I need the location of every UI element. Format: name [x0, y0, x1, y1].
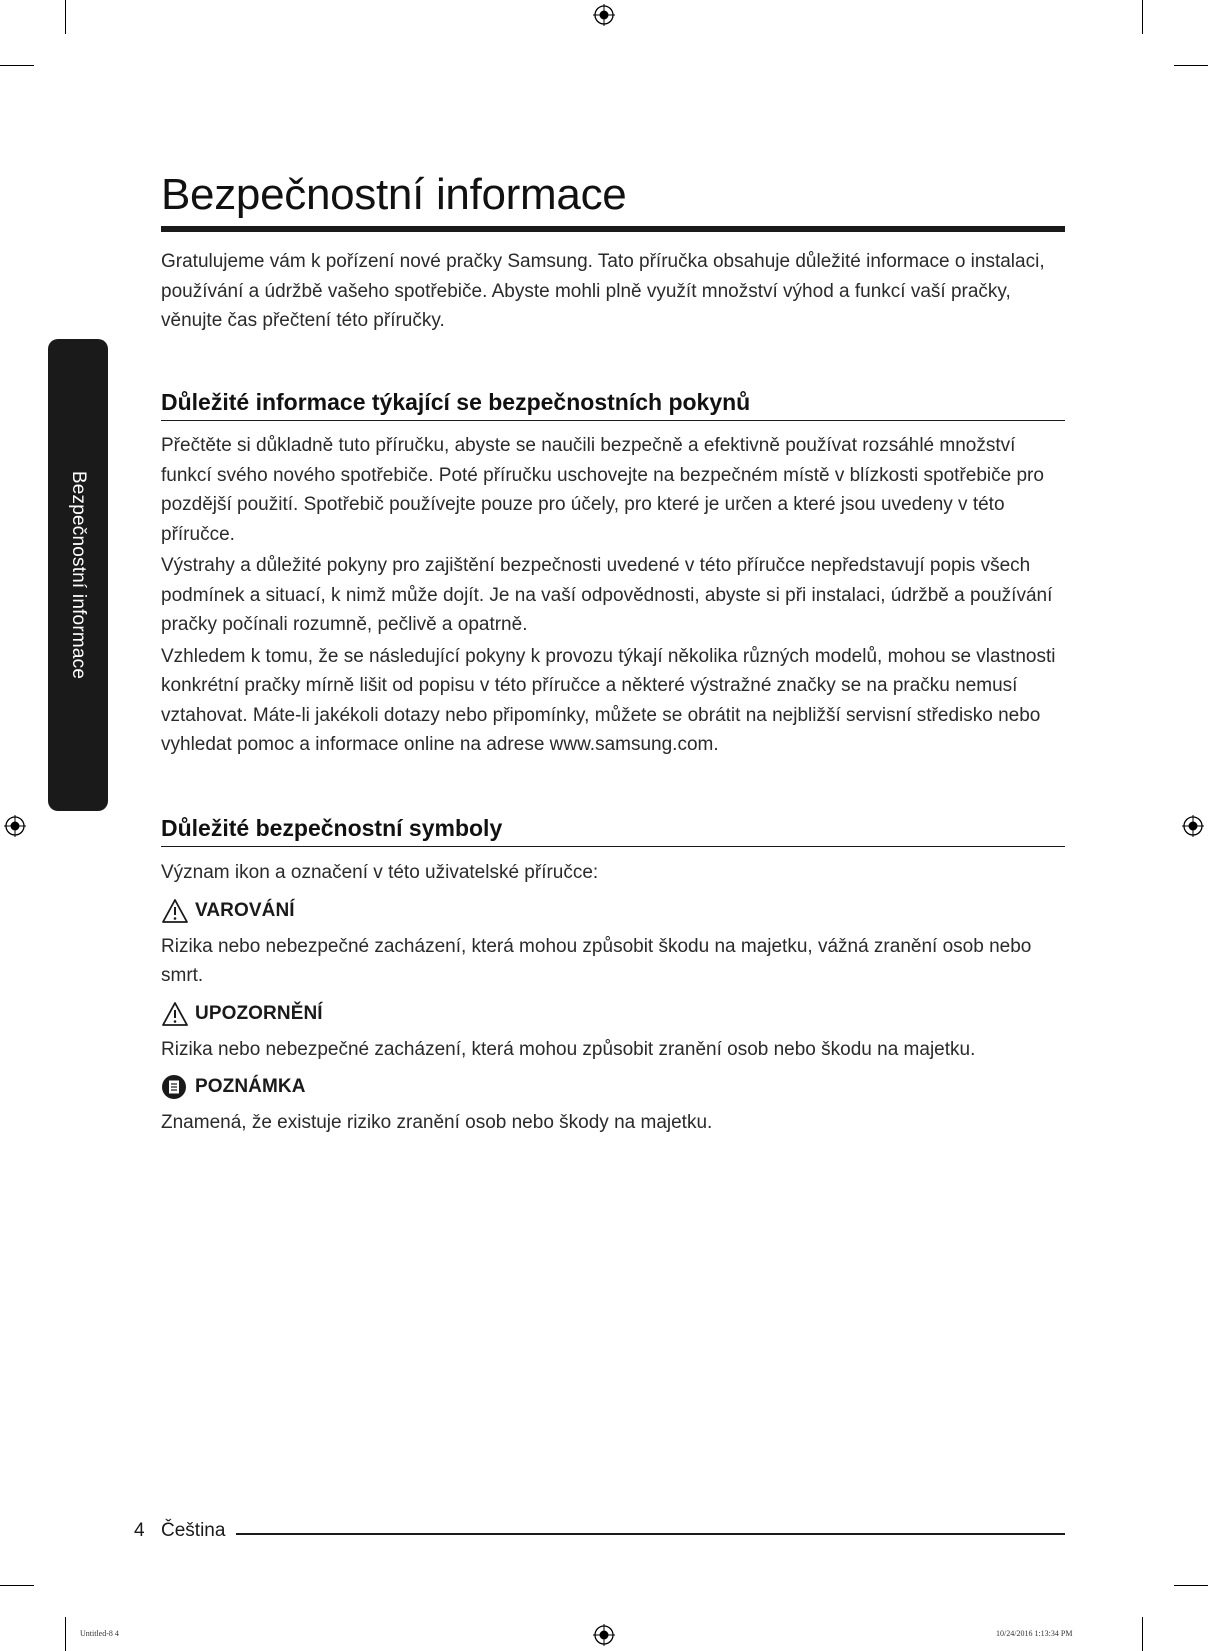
registration-mark-icon: [1182, 815, 1204, 837]
symbol-description: Rizika nebo nebezpečné zacházení, která mohou způsobit škodu na majetku, vážná zranění osob nebo smrt.: [161, 935, 1032, 986]
intro-paragraph: Gratulujeme vám k pořízení nové pračky Samsung. Tato příručka obsahuje důležité informace o instalaci, používání a údržbě vašeho spotřebiče. Abyste mohli plně využít množství výhod a funkcí vaší pračky, věnujte čas přečtení této příručky.: [161, 251, 1045, 331]
print-slug-timestamp: 10/24/2016 1:13:34 PM: [996, 1629, 1073, 1638]
symbol-note: [161, 1072, 1065, 1102]
caution-triangle-icon: [161, 1001, 189, 1027]
side-tab-label: Bezpečnostní informace: [68, 470, 90, 680]
section-body-safety-instructions: [161, 431, 1065, 760]
footer-rule: [236, 1533, 1065, 1535]
symbols-lead: Význam ikon a označení v této uživatelské příručce:: [161, 862, 599, 883]
note-icon: [161, 1074, 189, 1100]
print-slug-file: Untitled-8 4: [80, 1629, 119, 1638]
symbol-label: POZNÁMKA: [195, 1076, 306, 1097]
body-paragraph: Výstrahy a důležité pokyny pro zajištění bezpečnosti uvedené v této příručce nepředstavují popis všech podmínek a situací, k nimž může dojít. Je na vaší odpovědnosti, abyste si při instalaci, údržbě a používání pračky počínali rozumně, pečlivě a opatrně.: [161, 555, 1053, 635]
page-number: 4: [134, 1520, 145, 1541]
crop-mark: [65, 1617, 66, 1651]
crop-mark: [1142, 1617, 1143, 1651]
symbol-warning: [161, 896, 1065, 926]
crop-mark: [1174, 65, 1208, 66]
symbol-description: Znamená, že existuje riziko zranění osob nebo škody na majetku.: [161, 1112, 713, 1133]
crop-mark: [0, 65, 34, 66]
registration-mark-icon: [593, 4, 615, 26]
footer-language: Čeština: [161, 1520, 226, 1541]
warning-triangle-icon: [161, 898, 189, 924]
section-heading-safety-symbols: Důležité bezpečnostní symboly: [161, 815, 1065, 847]
symbol-caution: [161, 999, 1065, 1029]
body-paragraph: Přečtěte si důkladně tuto příručku, abyste se naučili bezpečně a efektivně používat rozsáhlé množství funkcí svého nového spotřebiče. Poté příručku uschovejte na bezpečném místě v blízkosti spotřebiče pro pozdější použití. Spotřebič používejte pouze pro účely, pro které je určen a které jsou uvedeny v této příručce.: [161, 435, 1044, 545]
section-body-safety-symbols: [161, 858, 1065, 1138]
title-rule: [161, 226, 1065, 232]
page-title: Bezpečnostní informace: [161, 170, 627, 219]
crop-mark: [1174, 1585, 1208, 1586]
symbol-description: Rizika nebo nebezpečné zacházení, která mohou způsobit zranění osob nebo škodu na majetku.: [161, 1038, 976, 1060]
symbol-label: UPOZORNĚNÍ: [195, 1002, 323, 1024]
registration-mark-icon: [4, 815, 26, 837]
crop-mark: [1142, 0, 1143, 34]
crop-mark: [65, 0, 66, 34]
body-paragraph: Vzhledem k tomu, že se následující pokyny k provozu týkají několika různých modelů, mohou se vlastnosti konkrétní pračky mírně lišit od popisu v této příručce a některé výstražné značky se na pračku nemusí vztahovat. Máte-li jakékoli dotazy nebo připomínky, můžete se obrátit na nejbližší servisní středisko nebo vyhledat pomoc a informace online na adrese www.samsung.com.: [161, 645, 1056, 755]
crop-mark: [0, 1585, 34, 1586]
side-section-tab: [48, 339, 108, 811]
registration-mark-icon: [593, 1624, 615, 1646]
section-heading-safety-instructions: Důležité informace týkající se bezpečnostních pokynů: [161, 389, 1065, 421]
symbol-label: VAROVÁNÍ: [195, 899, 295, 921]
